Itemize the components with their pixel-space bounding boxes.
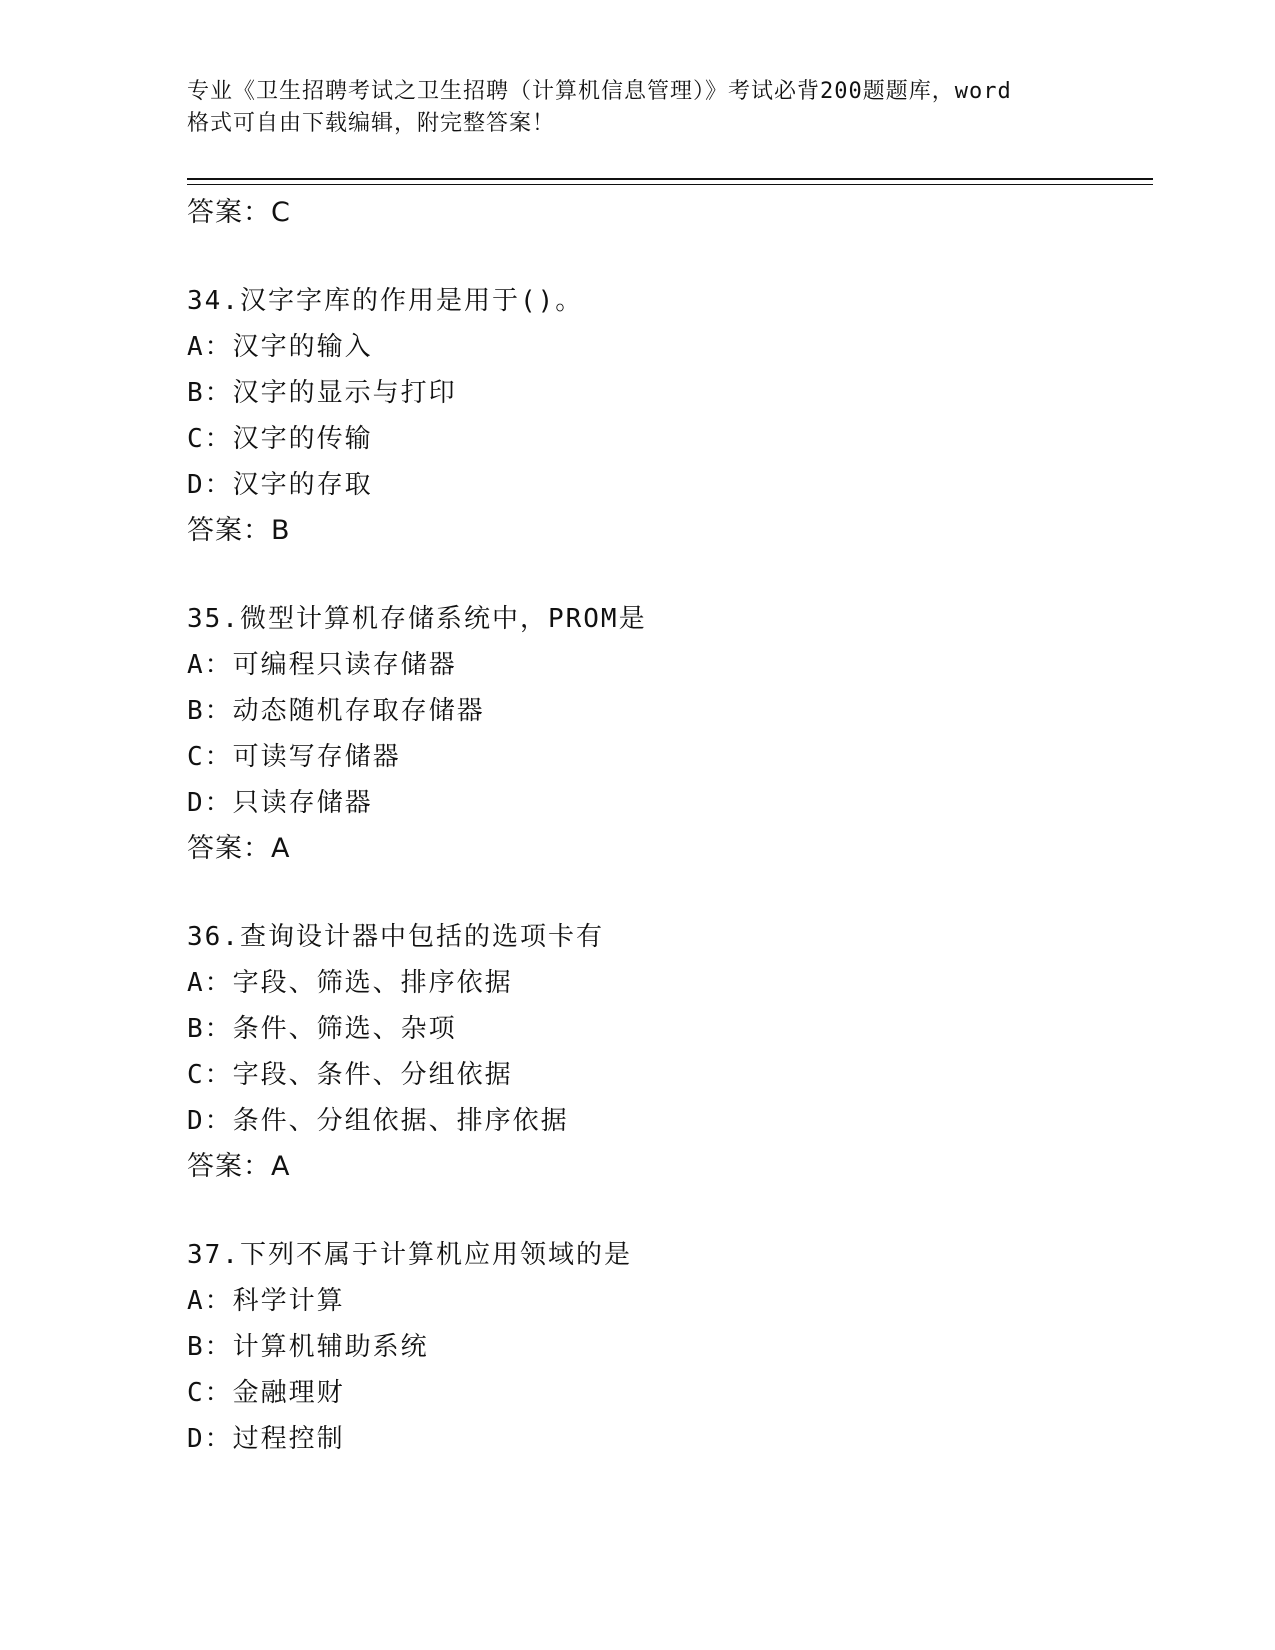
option-a: A：可编程只读存储器 bbox=[187, 650, 457, 680]
option-d: D：过程控制 bbox=[187, 1424, 345, 1454]
option-c: C：字段、条件、分组依据 bbox=[187, 1060, 513, 1090]
question-block bbox=[187, 1232, 1147, 1462]
option-b: B：汉字的显示与打印 bbox=[187, 378, 457, 408]
header-divider-thick bbox=[187, 178, 1153, 180]
header-line-2: 格式可自由下载编辑，附完整答案！ bbox=[187, 111, 556, 136]
option-d: D：只读存储器 bbox=[187, 788, 373, 818]
option-c: C：汉字的传输 bbox=[187, 424, 373, 454]
option-b: B：计算机辅助系统 bbox=[187, 1332, 429, 1362]
document-header bbox=[187, 76, 1107, 140]
question-block bbox=[187, 914, 1147, 1190]
answer-line: 答案：A bbox=[187, 1151, 291, 1182]
option-c: C：可读写存储器 bbox=[187, 742, 401, 772]
question-block bbox=[187, 278, 1147, 554]
question-content bbox=[187, 190, 1147, 1462]
question-title: 35.微型计算机存储系统中，PROM是 bbox=[187, 604, 647, 634]
option-a: A：汉字的输入 bbox=[187, 332, 373, 362]
answer-line: 答案：C bbox=[187, 197, 291, 228]
header-divider-thin bbox=[187, 184, 1153, 185]
option-d: D：条件、分组依据、排序依据 bbox=[187, 1106, 569, 1136]
option-d: D：汉字的存取 bbox=[187, 470, 373, 500]
header-line-1: 专业《卫生招聘考试之卫生招聘（计算机信息管理）》考试必背200题题库，word bbox=[187, 79, 1012, 104]
question-title: 34.汉字字库的作用是用于()。 bbox=[187, 286, 584, 316]
question-title: 37.下列不属于计算机应用领域的是 bbox=[187, 1240, 632, 1270]
spacer bbox=[187, 1190, 1147, 1232]
option-b: B：条件、筛选、杂项 bbox=[187, 1014, 457, 1044]
option-c: C：金融理财 bbox=[187, 1378, 345, 1408]
spacer bbox=[187, 236, 1147, 278]
spacer bbox=[187, 872, 1147, 914]
question-title: 36.查询设计器中包括的选项卡有 bbox=[187, 922, 604, 952]
option-b: B：动态随机存取存储器 bbox=[187, 696, 485, 726]
answer-line: 答案：B bbox=[187, 515, 291, 546]
spacer bbox=[187, 554, 1147, 596]
option-a: A：字段、筛选、排序依据 bbox=[187, 968, 513, 998]
option-a: A：科学计算 bbox=[187, 1286, 345, 1316]
answer-line: 答案：A bbox=[187, 833, 291, 864]
question-block bbox=[187, 596, 1147, 872]
